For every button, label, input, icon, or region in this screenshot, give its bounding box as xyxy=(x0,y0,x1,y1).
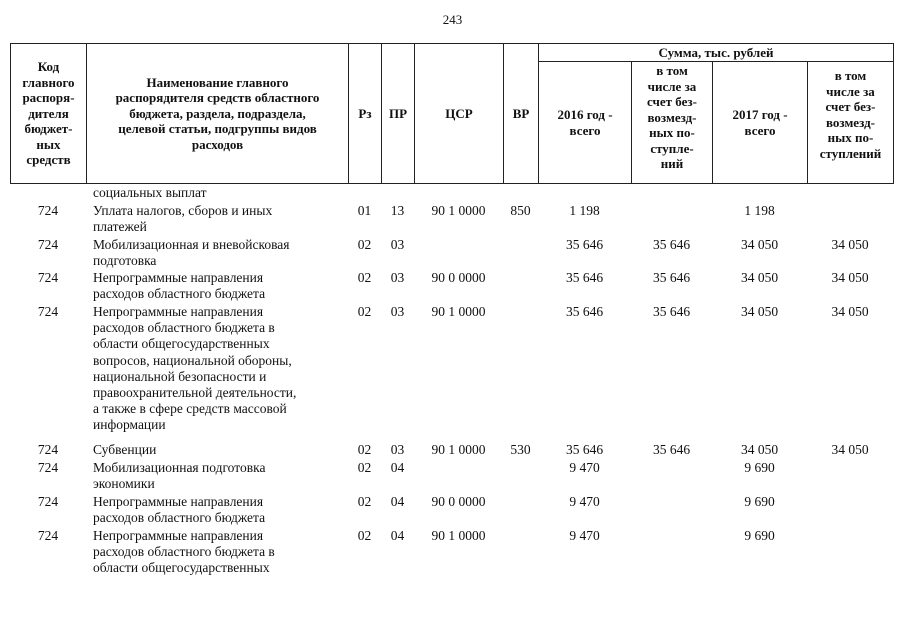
page-number: 243 xyxy=(442,12,463,27)
cell-code: 724 xyxy=(37,460,59,475)
header-2016-total: 2016 год - всего xyxy=(557,107,613,138)
cell-rz: 02 xyxy=(357,528,372,543)
cell-2016-gratuitous: 35 646 xyxy=(652,304,691,319)
cell-code: 724 xyxy=(37,304,59,319)
cell-pr: 03 xyxy=(390,442,405,457)
cell-2017-gratuitous: 34 050 xyxy=(831,237,869,252)
header-2017-gratuitous: в том числе за счет без- возмезд- ных по- ступлений xyxy=(819,68,882,161)
cell-pr: 13 xyxy=(390,203,405,218)
cell-name: Мобилизационная подготовка экономики xyxy=(93,460,266,492)
header-2017-total: 2017 год - всего xyxy=(732,107,788,138)
cell-pr: 03 xyxy=(390,270,405,285)
cell-csr: 90 1 0000 xyxy=(431,528,486,543)
cell-pr: 04 xyxy=(390,494,405,509)
cell-2016-gratuitous: 35 646 xyxy=(652,237,691,252)
cell-2017-gratuitous: 34 050 xyxy=(831,270,869,285)
cell-csr: 90 1 0000 xyxy=(431,203,486,218)
cell-rz: 02 xyxy=(357,494,372,509)
cell-name: Мобилизационная и вневойсковая подготовка xyxy=(93,237,290,269)
cell-name: Непрограммные направления расходов областного бюджета в области общегосударственных xyxy=(93,528,275,576)
header-code: Код главного распоря- дителя бюджет- ных средств xyxy=(22,59,75,168)
cell-csr: 90 1 0000 xyxy=(431,442,486,457)
cell-2017-total: 34 050 xyxy=(740,237,779,252)
cell-rz: 02 xyxy=(357,270,372,285)
cell-name: Субвенции xyxy=(93,442,157,457)
cell-name: Непрограммные направления расходов областного бюджета xyxy=(93,494,266,526)
cell-2016-gratuitous: 35 646 xyxy=(652,442,691,457)
header-vr: ВР xyxy=(512,105,530,121)
cell-code: 724 xyxy=(37,203,59,218)
cell-2016-total: 9 470 xyxy=(569,528,600,543)
cell-rz: 02 xyxy=(357,237,372,252)
cell-2017-total: 1 198 xyxy=(744,203,775,218)
cell-pr: 03 xyxy=(390,237,405,252)
cell-vr: 530 xyxy=(510,442,531,457)
cell-csr: 90 1 0000 xyxy=(431,304,486,319)
cell-pr: 04 xyxy=(390,460,405,475)
cell-2016-total: 35 646 xyxy=(565,270,604,285)
header-rz: Рз xyxy=(358,105,372,121)
cell-code: 724 xyxy=(37,528,59,543)
header-pr: ПР xyxy=(388,105,408,121)
cell-code: 724 xyxy=(37,237,59,252)
cell-2017-gratuitous: 34 050 xyxy=(831,442,869,457)
cell-2017-total: 9 690 xyxy=(744,494,775,509)
cell-vr: 850 xyxy=(510,203,531,218)
cell-2017-gratuitous: 34 050 xyxy=(831,304,869,319)
header-name: Наименование главного распорядителя средств областного бюджета, раздела, подраздела, целевой статьи, подгруппы видов расходов xyxy=(115,74,320,152)
cell-pr: 03 xyxy=(390,304,405,319)
cell-csr: 90 0 0000 xyxy=(431,270,486,285)
cell-2017-total: 9 690 xyxy=(744,460,775,475)
cell-2017-total: 34 050 xyxy=(740,304,779,319)
cell-2016-gratuitous: 35 646 xyxy=(652,270,691,285)
cell-2017-total: 9 690 xyxy=(744,528,775,543)
cell-pr: 04 xyxy=(390,528,405,543)
cell-2016-total: 9 470 xyxy=(569,494,600,509)
cell-2016-total: 9 470 xyxy=(569,460,600,475)
cell-2017-total: 34 050 xyxy=(740,442,779,457)
cell-rz: 02 xyxy=(357,304,372,319)
cell-code: 724 xyxy=(37,494,59,509)
cell-name: Непрограммные направления расходов областного бюджета в области общегосударственных вопросов, национальной обороны, национальной безопасности и правоохранительной деятельности, а также в сфере средств массовой информации xyxy=(93,304,297,433)
cell-rz: 02 xyxy=(357,442,372,457)
cell-2016-total: 35 646 xyxy=(565,237,604,252)
cell-2016-total: 1 198 xyxy=(569,203,600,218)
cell-name: Уплата налогов, сборов и иных платежей xyxy=(93,203,273,235)
cell-csr: 90 0 0000 xyxy=(431,494,486,509)
cell-name: социальных выплат xyxy=(93,185,207,200)
header-sum-group: Сумма, тыс. рублей xyxy=(658,44,774,60)
cell-2016-total: 35 646 xyxy=(565,442,604,457)
cell-rz: 01 xyxy=(357,203,372,218)
header-2016-gratuitous: в том числе за счет без- возмезд- ных по- ступле- ний xyxy=(647,63,697,171)
cell-code: 724 xyxy=(37,442,59,457)
cell-name: Непрограммные направления расходов областного бюджета xyxy=(93,270,266,302)
cell-2017-total: 34 050 xyxy=(740,270,779,285)
cell-rz: 02 xyxy=(357,460,372,475)
header-csr: ЦСР xyxy=(445,105,473,121)
cell-2016-total: 35 646 xyxy=(565,304,604,319)
cell-code: 724 xyxy=(37,270,59,285)
